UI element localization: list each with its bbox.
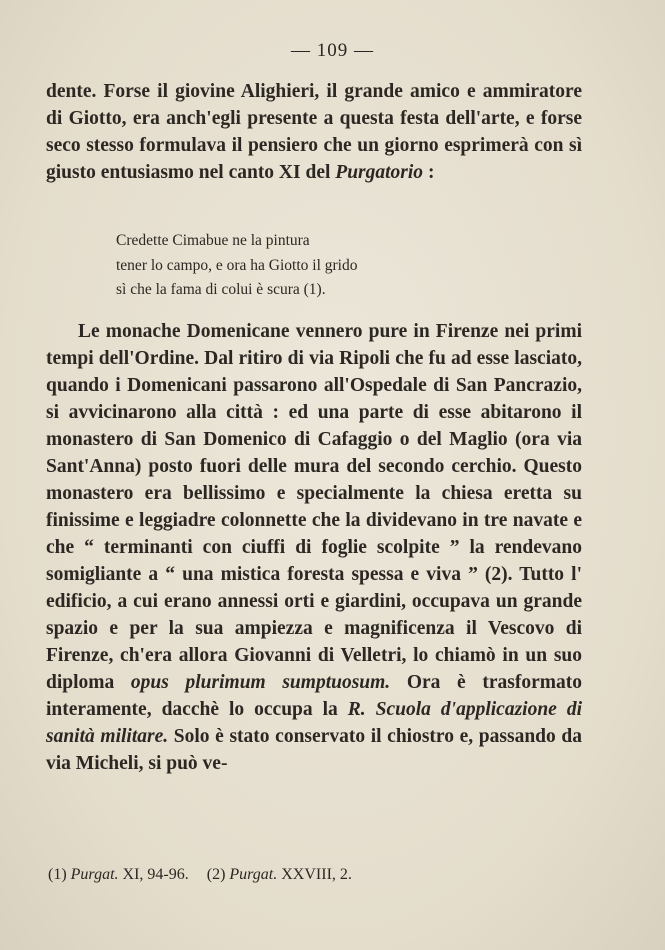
footnote-2-ref: XXVIII, 2.: [281, 866, 352, 883]
verse-line-3: sì che la fama di colui è scura (1).: [116, 281, 326, 298]
paragraph-1-italic: Purgatorio: [335, 162, 424, 183]
footnotes: [48, 866, 588, 884]
paragraph-2-text-1: Le monache Domenicane vennero pure in Firenze nei primi tempi dell'Ordine. Dal ritiro di via Ripoli che fu ad esse lasciato, quando i Domenicani passarono all'Ospedale di San Pancrazio, si avvicinarono alla città : ed una parte di esse abitarono il monastero di San Domenico di Cafaggio o del Maglio (ora via Sant'Anna) posto fuori delle mura del secondo cerchio. Questo monastero era bellissimo e specialmente la chiesa eretta su finissime e leggiadre colonnette che la dividevano in tre navate e che “ terminanti con ciuffi di foglie scolpite ” la rendevano somigliante a “ una mistica foresta spessa e viva ” (2). Tutto l' edificio, a cui erano annessi orti e giardini, occupava un grande spazio e per la sua ampiezza e magnificenza il Vescovo di Firenze, ch'era allora Giovanni di Velletri, lo chiamò in un suo diploma: [46, 321, 582, 693]
paragraph-2-italic-2: R. Scuola d'applicazione di sanità militare.: [46, 699, 582, 747]
verse-line-2: tener lo campo, e ora ha Giotto il grido: [116, 256, 358, 274]
footnote-1-number: (1): [48, 866, 67, 883]
footnote-2: [207, 866, 352, 883]
verse-line-1: Credette Cimabue ne la pintura: [116, 232, 310, 249]
footnote-2-number: (2): [206, 866, 226, 883]
paragraph-1: [46, 78, 582, 186]
paragraph-2-italic-1: opus plurimum sumptuosum.: [130, 672, 391, 693]
paragraph-1-text-end: :: [423, 162, 435, 183]
footnote-1: [48, 866, 189, 883]
paragraph-2: [46, 318, 582, 777]
paragraph-2-text-2: Ora è trasformato interamente, dacchè lo occupa la: [46, 672, 582, 720]
footnote-1-title: Purgat.: [70, 866, 119, 883]
verse-quote: [116, 229, 476, 303]
paragraph-2-text-3: Solo è stato conservato il chiostro e, passando da via Micheli, si può ve-: [46, 726, 582, 774]
footnote-2-title: Purgat.: [229, 866, 278, 883]
paragraph-1-text: dente. Forse il giovine Alighieri, il grande amico e ammiratore di Giotto, era anch'egli presente a questa festa dell'arte, e forse seco stesso formulava il pensiero che un giorno esprimerà con sì giusto entusiasmo nel canto XI del: [46, 81, 582, 183]
footnote-1-ref: XI, 94-96.: [122, 866, 189, 883]
page-number: — 109 —: [291, 40, 374, 61]
